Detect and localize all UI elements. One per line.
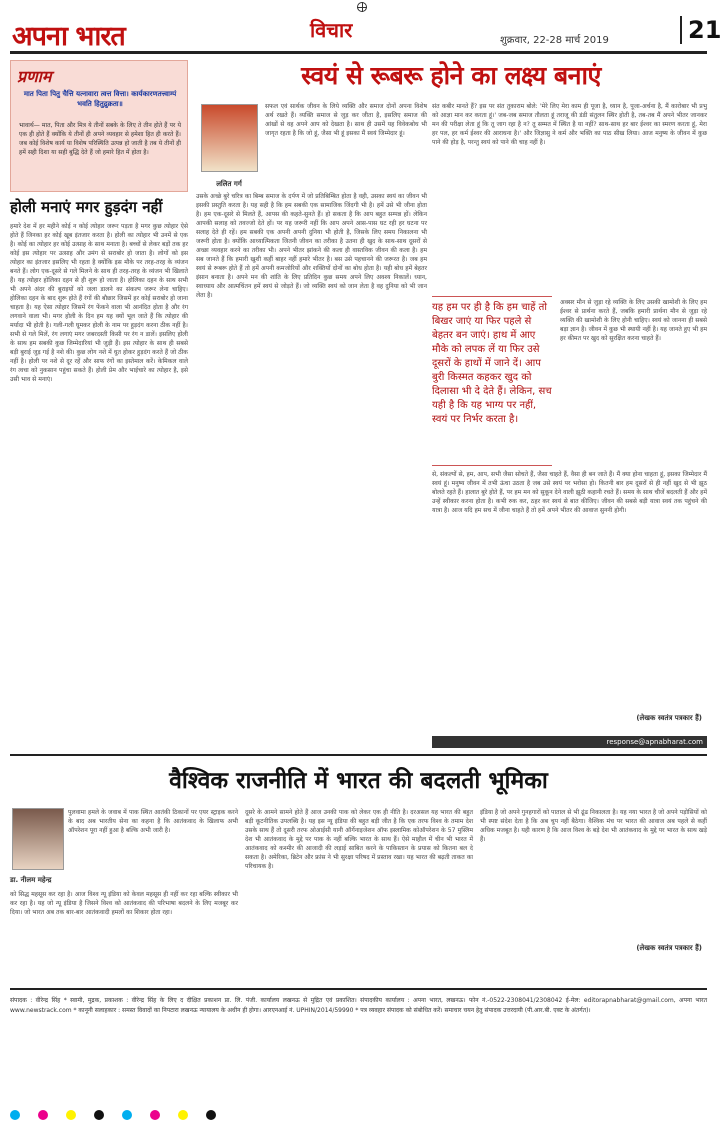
brand-logo: अपना भारत xyxy=(12,21,125,52)
page-number: 21 xyxy=(680,16,721,44)
author2-photo xyxy=(12,808,64,870)
section-divider xyxy=(10,754,707,756)
pull-quote: यह हम पर ही है कि हम चाहें तो बिखर जाएं या फिर पहले से बेहतर बन जाएं। हाथ में आए मौके को लपक लें या फिर उसे दूसरों के हाथों में जाने दें। आप बुरी किस्मत कहकर खुद को दिलासा भी दे देते हैं। लेकिन, सच यही है कि यह भाग्य पर नहीं, स्वयं पर निर्भर करता है। xyxy=(432,296,552,466)
bottom-article-column-2: दूसरे के आमने सामने होते हैं आज उनकी पाक को लेकर एक ही नीति है। दरअसल यह भारत की बहुत बड़ी कूटनीतिक उपलब्धि है। यह इस न्यू इंडिया की बहुत बड़ी जीत है कि एक तरफ विश्व के तमाम देश उसके साथ हैं तो दूसरी तरफ ओआईसी यानी ऑर्गेनाइजेशन ऑफ इस्लामिक कोऑपरेशन के 57 मुस्लिम देश भी आतंकवाद के मुद्दे पर पाक के नहीं बल्कि भारत के साथ हैं। ऐसे माहौल में चीन भी भारत में आतंकवाद को कश्मीर की आजादी की लड़ाई साबित करने के पाकिस्तान के प्रयास को कितना बल दे सकता है। अमेरिका, ब्रिटेन और फ्रांस ने भी सुरक्षा परिषद में प्रस्ताव रखा। यह भारत की बढ़ती ताकत का परिचायक है। xyxy=(245,809,473,870)
imprint-text: संपादक : वीरेन्द्र सिंह * स्वामी, मुद्रक, प्रकाशक : वीरेन्द्र सिंह के लिए द दीक्षित प्रकाशन प्रा. लि. पंजी. कार्यालय लखनऊ से मुद्रित एवं प्रकाशित। संपादकीय कार्यालय : अपना भारत, लखनऊ। फोन नं.-0522-2308041/2308042 ई-मेल: editorapnabharat@gmail.com, अपना भारत www.newstrack.com * कानूनी सलाहकार : समस्त विवादों का निपटारा लखनऊ न्यायालय के अधीन ही होगा। आरएनआई नं. UPHIN/2014/59990 * पत्र व्यवहार संपादक को संबोधित करें। समाचार चयन हेतु संपादक उत्तरदायी (पी.आर.बी. एक्ट के अंतर्गत)। xyxy=(10,997,707,1014)
main-article-column-3: अक्सर मौन से जुड़ा रहे व्यक्ति के लिए उसकी खामोशी के लिए हम ईश्वर से प्रार्थना करते हैं, जबकि हमारी प्रार्थना मौन से जुड़ा रहे व्यक्ति की खामोशी के लिए होनी चाहिए। स्वयं को जानना ही सबसे बड़ा ज्ञान है। जीवन में कुछ भी स्थायी नहीं है। यह जानते हुए भी हम हर कीमत पर खुद को सुरक्षित करना चाहते हैं। xyxy=(560,299,707,342)
masthead xyxy=(10,12,721,54)
bottom-article-column-1: को सिद्ध महसूस कर रहा है। आज विश्व न्यू इंडिया को केवल महसूस ही नहीं कर रहा बल्कि स्वीकार भी कर रहा है। यह जो न्यू इंडिया है जिसने विश्व को आतंकवाद की परिभाषा बदलने के लिए मजबूर कर दिया। जो भारत अब तक बार-बार आतंकवादी हमलों का शिकार होता रहा। xyxy=(10,891,238,916)
sanskrit-shloka: मात पिता पितु चैत्ति यत्नावारा त्वत्त वित्ता। कार्यकारणतत्त्वाम्पं भवति हितुद्रुक्रता॥ xyxy=(23,90,177,108)
main-article-column-1: उसके अच्छे बुरे चरित्र का बिम्ब समाज के दर्पण में जो प्रतिबिम्बित होता है वही, उसका स्वयं का जीवन भी इसकी प्रस्तुति करता है। यह सही है कि हम सबकी एक सामाजिक जिंदगी भी है। हमें उसे भी जीना होता है। हम एक-दूसरे से मिलते हैं, आपस की कहते-सुनते हैं। हो सकता है कि आप बहुत सम्पन्न हों। लेकिन आपकी सलाह को तवज्जो देते हों। पर यह जरूरी नहीं कि आप अपने आस-पास घट रही हर घटना पर सलाह देते ही रहें। हम सबकी एक अपनी अपनी दुनिया भी होती है, जिसके लिए समय निकालना भी जरूरी होता है। क्योंकि आध्यात्मिकता जितनी जीवन का तरीका है उतना ही खुद के साथ-साथ दूसरों से अच्छा व्यवहार करने का तरीका भी। अपने भीतर झांकने की कला ही वास्तविक जीवन की कला है। हम सब जानते हैं कि हमारी खुशी कहीं बाहर नहीं हमारे भीतर है। बस उसे पहचानने की जरूरत है। जब हम स्वयं से रूबरू होते हैं तो हमें अपनी कमजोरियों और शक्तियों दोनों का बोध होता है। यही बोध हमें बेहतर इंसान बनाता है। अपने मन की शांति के लिए प्रतिदिन कुछ समय अपने लिए अवश्य निकालें। ध्यान, स्वाध्याय और आत्मचिंतन हमें स्वयं से जोड़ते हैं। जो व्यक्ति स्वयं को जान लेता है वह दुनिया को भी जान लेता है। xyxy=(196,193,427,299)
pranam-box xyxy=(10,60,188,192)
response-email-link[interactable]: response@apnabharat.com xyxy=(432,736,707,748)
section-name: विचार xyxy=(310,18,353,42)
cyan-swatch xyxy=(10,1110,20,1120)
main-article-column-4: से, संकल्पों से, हम, आप, सभी जैसा सोचते हैं, जैसा चाहते हैं, वैसा ही बन जाते हैं। मैं क्या होना चाहता हूं, इसका जिम्मेदार मैं स्वयं हूं। मनुष्य जीवन में तभी ऊंचा उठता है जब उसे स्वयं पर भरोसा हो। कितनी बार हम दूसरों से ही नहीं खुद से भी झूठ बोलते रहते हैं। हालात बुरे होते हैं, पर हम मन को सुकून देने वाली झूठी कहानी रचते हैं। समय के साथ चीजें बदलती हैं और हमें उन्हें स्वीकार करना होता है। कभी रुक कर, ठहर कर स्वयं से बात कीजिए। जीवन की सबसे बड़ी यात्रा स्वयं तक पहुंचने की यात्रा है। आज यदि हम सच में जीना चाहते हैं तो हमें अपने भीतर की आवाज सुननी होगी। xyxy=(432,471,707,514)
author-name: ललित गर्ग xyxy=(216,180,242,188)
main-headline: स्वयं से रूबरू होने का लक्ष्य बनाएं xyxy=(301,61,601,90)
shloka-meaning: भावार्थ— मात, पिता और मित्र ये तीनों सबके के लिए ते तीन होते हैं पर ये एक ही होते हैं क्योंकि ये तीनों ही अपने व्यवहार से हमेशा हित ही करते हैं। जब कोई विशेष कार्य या विशेष परिस्थिति उत्पन्न हो जाती है तब ये तीनों ही हमें सही दिशा या सही बुद्धि देते हैं जो हमारे हित में होता है। xyxy=(19,122,181,156)
bottom-headline: वैश्विक राजनीति में भारत की बदलती भूमिका xyxy=(169,767,548,794)
yellow-swatch xyxy=(178,1110,188,1120)
author2-credit: (लेखक स्वतंत्र पत्रकार हैं) xyxy=(636,944,702,952)
magenta-swatch xyxy=(38,1110,48,1120)
black-swatch xyxy=(206,1110,216,1120)
author-photo xyxy=(201,104,258,172)
black-swatch xyxy=(94,1110,104,1120)
print-color-bar xyxy=(10,1110,707,1120)
author-credit: (लेखक स्वतंत्र पत्रकार हैं) xyxy=(636,714,702,722)
bottom-article-column-3: इंडिया है जो अपने गुनहगारों को पाताल से भी ढूंढ निकालता है। यह नया भारत है जो अपने पड़ोसियों को भी स्पष्ट संदेश देता है कि अब चुप नहीं बैठेगा। वैश्विक मंच पर भारत की आवाज अब पहले से कहीं अधिक मजबूत है। यही कारण है कि आज विश्व के बड़े देश भी आतंकवाद के मुद्दे पर भारत के साथ खड़े हैं। xyxy=(480,809,707,843)
cyan-swatch xyxy=(122,1110,132,1120)
pranam-heading: प्रणाम xyxy=(17,67,52,86)
registration-mark xyxy=(357,2,367,12)
bottom-article-intro: पुलवामा हमले के जवाब में पाक स्थित आतंकी ठिकानों पर एयर स्ट्राइक करने के बाद अब भारतीय सेना का कहना है कि आतंकवाद के खिलाफ अभी ऑपरेशन पूरा नहीं हुआ है बल्कि अभी जारी है। xyxy=(68,809,238,834)
main-article-intro: सफल एवं सार्थक जीवन के लिये व्यक्ति और समाज दोनों अपना विशेष अर्थ रखते हैं। व्यक्ति समाज से जुड़ कर जीता है, इसलिए समाज की आंखों से वह अपने आप को देखता है। साथ ही उसमें यह विवेकबोध भी जागृत रहता है कि जो हूं, जैसा भी हूं इसका मैं स्वयं जिम्मेदार हूं। xyxy=(265,103,427,137)
author2-name: डा. नीलम महेन्द्र xyxy=(10,876,52,884)
imprint-footer xyxy=(10,988,707,1108)
main-article-column-2: संत कबीर मानते हैं? इस पर संत तुकाराम बोले: 'मेरे लिए मेरा काम ही पूजा है, ध्यान है, पूजा-अर्चना है, मैं कारोबार भी प्रभु को आज्ञा मान कर करता हूं।' जब-जब समाज तौलता हूं तराजू की डंडी संतुलन स्थिर होती है, तब-तब मैं अपने भीतर जानकर मन की परीक्षा लेता हूं कि तू जाग रहा है न? तू सम्मत में स्थित है या नहीं? साथ-साथ हर बार ईश्वर का स्मरण करता हूं, मेरा हर पल, हर कर्म ईश्वर की आराधना है।' और जिज्ञासु ने कर्म और भक्ति का पाठ सीख लिया। आज मनुष्य के जीवन में कुछ पाने की होड़ है, परन्तु स्वयं को पाने की चाह नहीं है। xyxy=(432,103,707,146)
yellow-swatch xyxy=(66,1110,76,1120)
holi-headline: होली मनाएं मगर हुड़दंग नहीं xyxy=(10,198,163,216)
date-line: शुक्रवार, 22-28 मार्च 2019 xyxy=(500,35,609,46)
magenta-swatch xyxy=(150,1110,160,1120)
holi-article-body: हमारे देश में हर महीने कोई न कोई त्योहार जरूर पड़ता है मगर कुछ त्योहार ऐसे होते हैं जिनका हर कोई खूब इंतजार करता है। होली का त्योहार भी उनमें से एक है। कोई का त्योहार हर कोई उत्साह के साथ मनाता है। बच्चों से लेकर बड़ों तक हर कोई इस त्योहार पर उत्साह और उमंग से सराबोर हो जाता है। लोगों को इस त्योहार का इंतजार इसलिए भी रहता है क्योंकि इस मौके पर तरह-तरह के व्यंजन बनते हैं। लोग एक-दूसरे से गले मिलने के साथ ही तरह-तरह के व्यंजन भी खिलाते हैं। यह त्योहार होलिका दहन से ही शुरू हो जाता है। होलिका दहन के साथ सभी भी अपने अंदर की बुराइयों को जला डालने का संकल्प जरूर लेना चाहिए। होलिका दहन के बाद शुरू होते हैं रंगों की बौछार जिसमें हर कोई सराबोर हो जाना चाहता है। यह ऐसा त्योहार जिसमें रंग फेंकने वाला भी आनंदित होता है और रंग लगवाने वाला भी। मगर होली के दिन हम यह क्यों भूल जाते हैं कि त्योहार की मर्यादा भी होती है। गली-गली घूमकर होली के नाम पर हुड़दंग करना ठीक नहीं है। सभी से गले मिलें, रंग लगाएं मगर जबरदस्ती किसी पर रंग न डालें। इसलिए होली के साथ हम सबकी कुछ जिम्मेदारियां भी जुड़ी हैं। इस त्योहार के साथ ही सबसे बड़ी बुराई जुड़ गई है नशे की। कुछ लोग नशे में धुत होकर हुड़दंग करते हैं जो ठीक नहीं है। होली पर नशे से दूर रहें और साफ रंगों का इस्तेमाल करें। केमिकल वाले रंग त्वचा को नुकसान पहुंचा सकते हैं। होली प्रेम और भाईचारे का त्योहार है, इसे उसी भाव से मनाएं। xyxy=(10,223,188,383)
